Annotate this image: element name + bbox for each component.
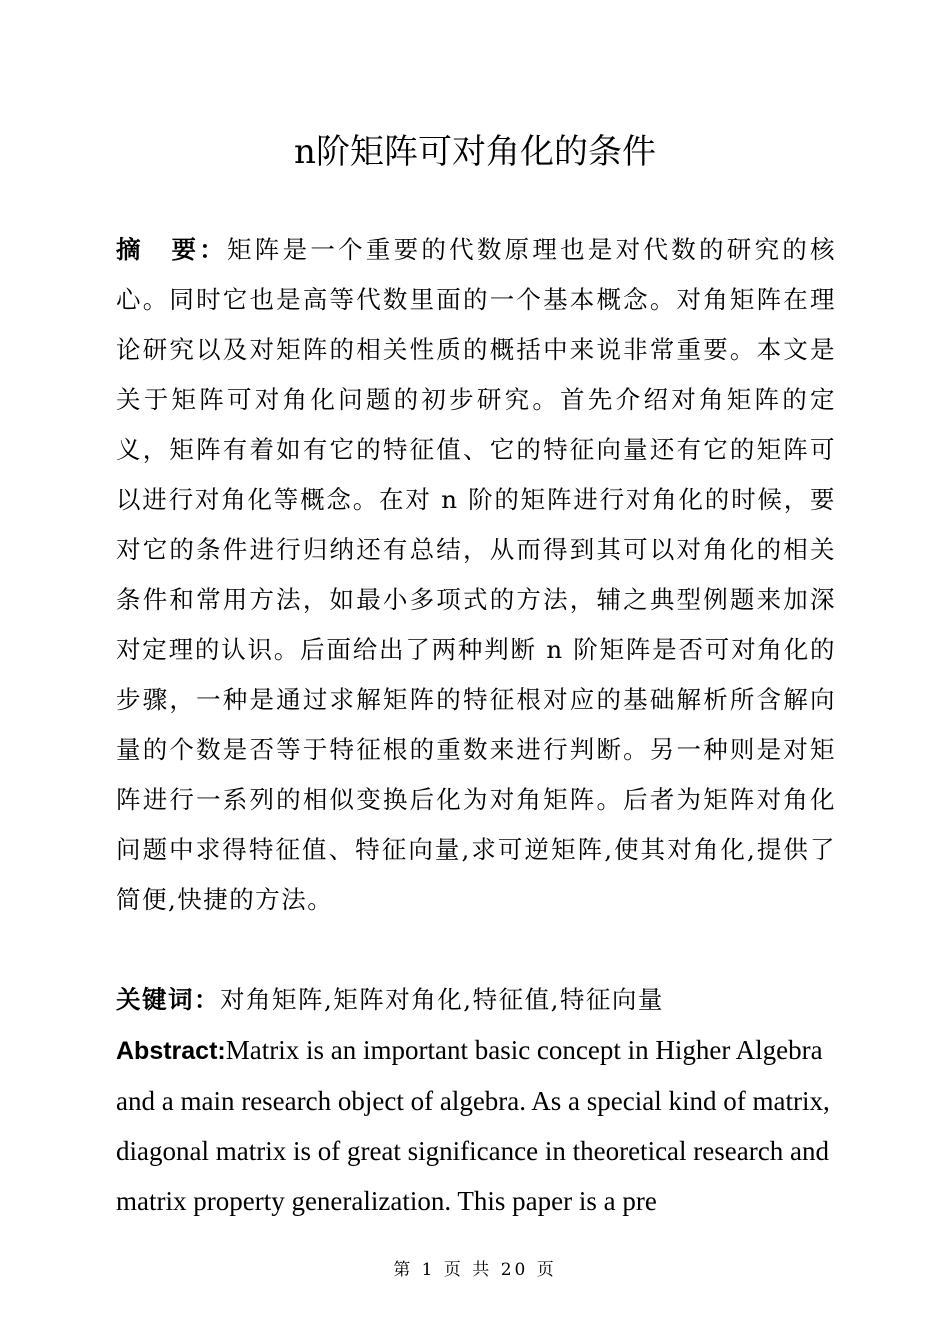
abstract-chinese (116, 225, 836, 925)
keywords-label: 关键词： (116, 985, 220, 1014)
keywords-text: 对角矩阵,矩阵对角化,特征值,特征向量 (220, 985, 664, 1014)
abstract-english-text: Matrix is an important basic concept in Higher Algebra and a main research object of algebra. As a special kind of matrix, diagonal matrix is of great significance in theoretical research and matrix property generalization. This paper is a pre (116, 1035, 830, 1216)
abstract-english-label: Abstract: (116, 1037, 226, 1065)
abstract-english (116, 1025, 838, 1226)
document-title: n阶矩阵可对角化的条件 (294, 132, 656, 172)
keywords-line (116, 975, 836, 1025)
abstract-chinese-text: 矩阵是一个重要的代数原理也是对代数的研究的核心。同时它也是高等代数里面的一个基本概念。对角矩阵在理论研究以及对矩阵的相关性质的概括中来说非常重要。本文是关于矩阵可对角化问题的初步研究。首先介绍对角矩阵的定义，矩阵有着如有它的特征值、它的特征向量还有它的矩阵可以进行对角化等概念。在对 n 阶的矩阵进行对角化的时候，要对它的条件进行归纳还有总结，从而得到其可以对角化的相关条件和常用方法，如最小多项式的方法，辅之典型例题来加深对定理的认识。后面给出了两种判断 n 阶矩阵是否可对角化的步骤，一种是通过求解矩阵的特征根对应的基础解析所含解向量的个数是否等于特征根的重数来进行判断。另一种则是对矩阵进行一系列的相似变换后化为对角矩阵。后者为矩阵对角化问题中求得特征值、特征向量,求可逆矩阵,使其对角化,提供了简便,快捷的方法。 (116, 235, 837, 914)
abstract-chinese-label: 摘 要： (116, 235, 228, 264)
page-number-footer: 第 1 页 共 20 页 (393, 1260, 557, 1280)
